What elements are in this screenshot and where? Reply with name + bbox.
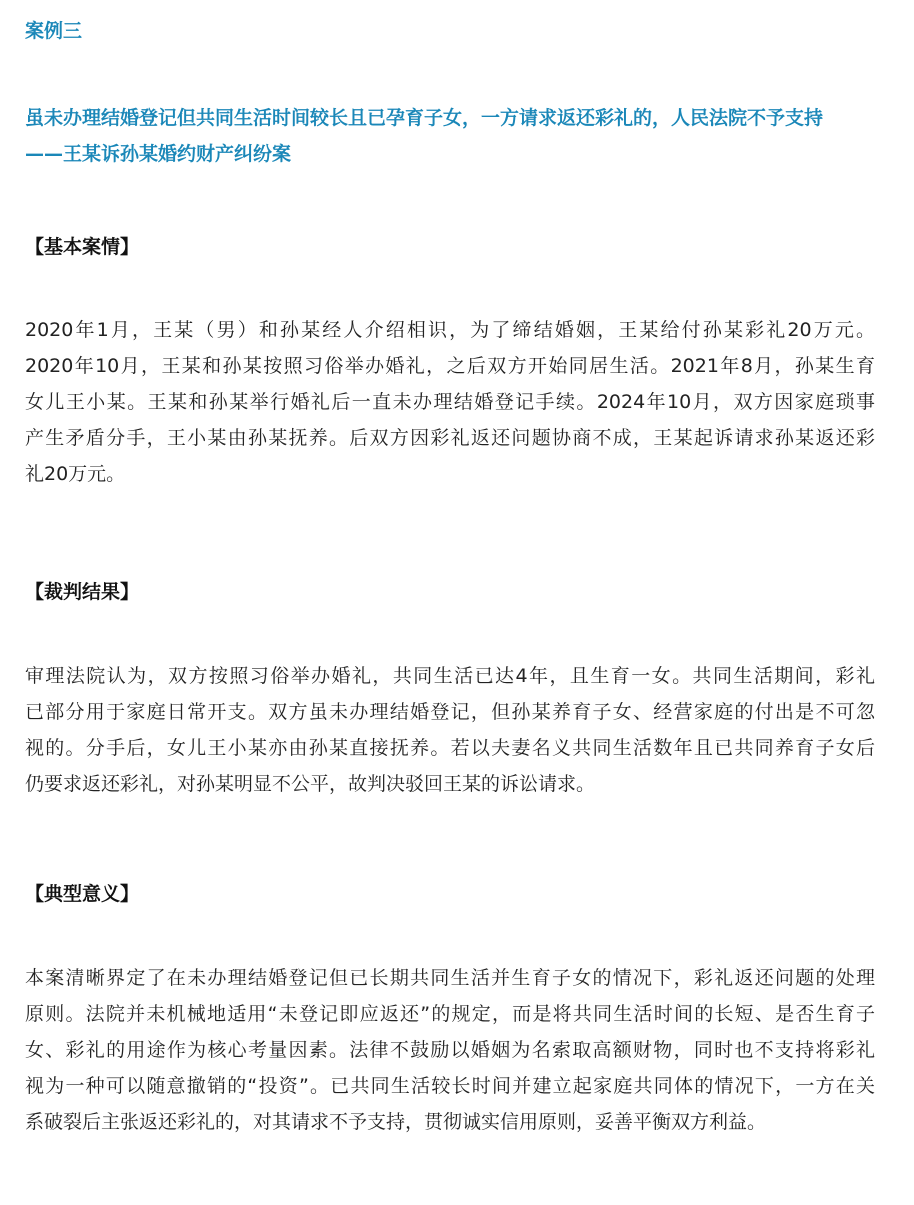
case-label: 案例三: [25, 20, 83, 42]
paragraph-line: 已部分用于家庭日常开支。双方虽未办理结婚登记，但孙某养育子女、经营家庭的付出是不可忽: [25, 701, 875, 723]
paragraph-line: 原则。法院并未机械地适用“未登记即应返还”的规定，而是将共同生活时间的长短、是否生育子: [25, 1003, 875, 1025]
paragraph-line: 女儿王小某。王某和孙某举行婚礼后一直未办理结婚登记手续。2024年10月，双方因家庭琐事: [25, 391, 875, 413]
paragraph-line: 2020年10月，王某和孙某按照习俗举办婚礼，之后双方开始同居生活。2021年8月，孙某生育: [25, 355, 875, 377]
paragraph-line: 礼20万元。: [25, 463, 126, 485]
paragraph-line: 系破裂后主张返还彩礼的，对其请求不予支持，贯彻诚实信用原则，妥善平衡双方利益。: [25, 1111, 767, 1133]
section-heading-significance: 【典型意义】: [25, 883, 140, 905]
case-title-line-1: 虽未办理结婚登记但共同生活时间较长且已孕育子女，一方请求返还彩礼的，人民法院不予支持: [25, 107, 824, 129]
case-title-line-2: ——王某诉孙某婚约财产纠纷案: [25, 143, 292, 165]
section-body-basic-facts: [25, 312, 875, 492]
paragraph-line: 本案清晰界定了在未办理结婚登记但已长期共同生活并生育子女的情况下，彩礼返还问题的处理: [25, 967, 875, 989]
paragraph-line: 2020年1月，王某（男）和孙某经人介绍相识，为了缔结婚姻，王某给付孙某彩礼20万元。: [25, 319, 875, 341]
paragraph-line: 审理法院认为，双方按照习俗举办婚礼，共同生活已达4年，且生育一女。共同生活期间，彩礼: [25, 665, 875, 687]
paragraph-line: 仍要求返还彩礼，对孙某明显不公平，故判决驳回王某的诉讼请求。: [25, 773, 596, 795]
section-heading-judgment: 【裁判结果】: [25, 581, 140, 603]
paragraph-line: 视为一种可以随意撤销的“投资”。已共同生活较长时间并建立起家庭共同体的情况下，一方在关: [25, 1075, 875, 1097]
section-body-judgment: [25, 658, 875, 802]
paragraph-line: 视的。分手后，女儿王小某亦由孙某直接抚养。若以夫妻名义共同生活数年且已共同养育子女后: [25, 737, 875, 759]
case-title: [25, 100, 885, 172]
paragraph-line: 女、彩礼的用途作为核心考量因素。法律不鼓励以婚姻为名索取高额财物，同时也不支持将彩礼: [25, 1039, 875, 1061]
section-body-significance: [25, 960, 875, 1140]
paragraph-line: 产生矛盾分手，王小某由孙某抚养。后双方因彩礼返还问题协商不成，王某起诉请求孙某返还彩: [25, 427, 875, 449]
section-heading-basic-facts: 【基本案情】: [25, 236, 140, 258]
